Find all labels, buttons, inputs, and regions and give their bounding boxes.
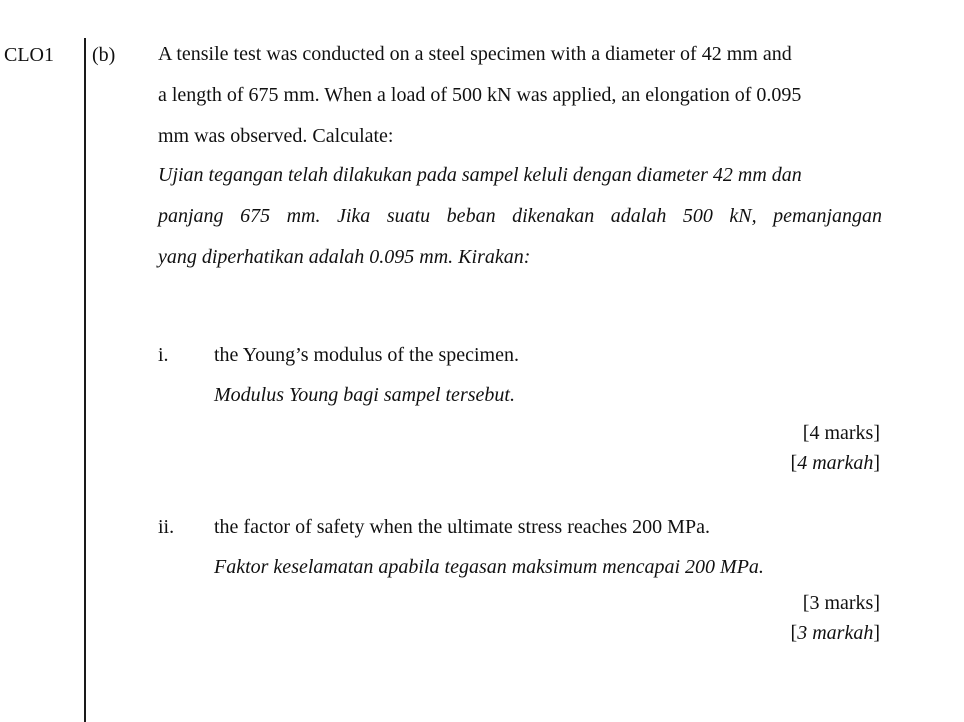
intro-ms-line-3: yang diperhatikan adalah 0.095 mm. Kirakan: bbox=[158, 246, 531, 268]
intro-ms-line-2: panjang 675 mm. Jika suatu beban dikenakan adalah 500 kN, pemanjangan bbox=[158, 205, 882, 227]
marks-malay bbox=[791, 452, 880, 475]
intro-en-line-1: A tensile test was conducted on a steel specimen with a diameter of 42 mm and bbox=[158, 43, 792, 65]
marks-malay-close: ] bbox=[873, 622, 880, 644]
question-intro-english bbox=[158, 34, 882, 157]
marks-malay bbox=[791, 622, 880, 645]
question-text-english: the Young’s modulus of the specimen. bbox=[214, 344, 519, 366]
intro-ms-line-1: Ujian tegangan telah dilakukan pada sampel keluli dengan diameter 42 mm dan bbox=[158, 164, 802, 186]
question-text-malay: Faktor keselamatan apabila tegasan maksimum mencapai 200 MPa. bbox=[214, 556, 764, 578]
marks-malay-value: 4 markah bbox=[797, 452, 874, 474]
clo-label: CLO1 bbox=[4, 44, 54, 66]
question-text-english: the factor of safety when the ultimate stress reaches 200 MPa. bbox=[214, 516, 710, 538]
marks-malay-close: ] bbox=[873, 452, 880, 474]
marks-malay-open: [ bbox=[790, 622, 798, 644]
marks-malay-open: [ bbox=[790, 452, 798, 474]
marks-malay-value: 3 markah bbox=[797, 622, 874, 644]
question-text-malay: Modulus Young bagi sampel tersebut. bbox=[214, 384, 515, 406]
part-label: (b) bbox=[92, 44, 116, 66]
intro-en-line-3: mm was observed. Calculate: bbox=[158, 125, 394, 147]
intro-en-line-2: a length of 675 mm. When a load of 500 kN was applied, an elongation of 0.095 bbox=[158, 84, 802, 106]
question-number: ii. bbox=[158, 516, 175, 538]
marks-english: [4 marks] bbox=[802, 422, 880, 444]
column-divider bbox=[84, 38, 86, 722]
question-number: i. bbox=[158, 344, 169, 366]
question-intro-malay bbox=[158, 155, 882, 278]
marks-english: [3 marks] bbox=[802, 592, 880, 614]
